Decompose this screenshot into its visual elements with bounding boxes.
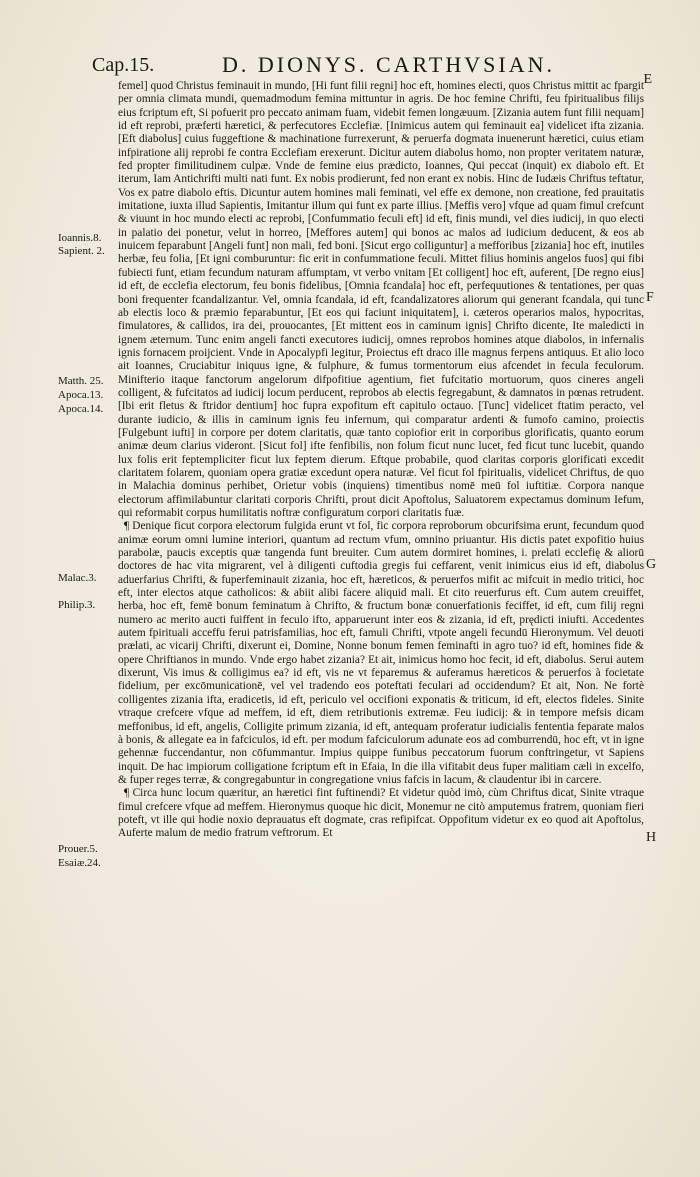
margin-note-sapient: Sapient. 2. [58,245,105,257]
commentary-text [118,80,644,841]
section-letter-g: G [646,557,657,572]
margin-note-apoca-14: Apoca.14. [58,403,104,415]
margin-note-philip: Philip.3. [58,599,96,611]
chapter-label: Cap.15. [92,54,155,76]
paragraph-3: ¶ Circa hunc locum quæritur, an hæretici fint fuftinendi? Et videtur quòd imò, cùm Chriftus dicat, Sinite vtraque fimul crefcere vfque ad meffem. Hieronymus quoque hic dicit, Monemur ne citò amputemus fratrem, quoniam fieri poteft, vt ille qui hodie noxio deprauatus eft dogmate, cras refipifcat. Oppofitum videtur ex eo quod ait Apoftolus, Auferte malum de medio fratrum veftrorum. Et [118,787,644,840]
page-title: D. DIONYS. CARTHVSIAN. [222,52,555,77]
margin-note-apoca-13: Apoca.13. [58,389,104,401]
section-letter-f: F [646,290,654,305]
section-letter-h: H [646,830,657,845]
margin-note-matth: Matth. 25. [58,375,104,387]
paragraph-2: ¶ Denique ficut corpora electorum fulgida erunt vt fol, fic corpora reproborum obcurifsima erunt, fecundum quod animæ eorum omni lumine interiori, quantum ad rectum vfum, omnino priuantur. His dictis patet expofitio huius parabolæ, paucis exceptis quæ tangenda funt breuiter. Cum autem dormiret homines, i. prelati ecclefię & aliorū doctores de hac vita migrarent, vel à diligenti cuftodia gregis fui ceffarent, venit inimicus eius id eft, diabolus aduerfarius Chrifti, & fuperfeminauit zizania, hoc eft, hæreticos, & peruerfos mifit ac mifcuit in medio tritici, hoc eft, inter electos atque catholicos: & abiit alibi facere aliquid mali. Et cito reuerfurus eft. Cum autem creuiffet, herba, hoc eft, femē bonum feminatum à Chrifto, & fructum bonæ conuerfationis feciffet, id eft, cum filij regni numero ac merito aucti fuiffent in feculo ifto, apparuerunt inter eos & zizania, id eft, prędicti iniufti. Accedentes autem fpirituali acceffu ferui patrisfamilias, hoc eft, famuli Chrifti, vtpote angeli fecundū Hieronymum. Vel deuoti prælati, ac vicarij Chrifti, dixerunt ei, Domine, Nonne bonum femen feminafti in agro tuo? id eft, homines fide & opere Chriftianos in mundo. Vnde ergo habet zizania? Et ait, inimicus homo hoc fecit, id eft, diabolus. Serui autem dixerunt, Vis imus & colligimus ea? id eft, vis ne vt feparemus & auferamus hæreticos & peruerfos à focietate fidelium, per excōmunicationē, vel vel tradendo eos poteftati feculari ad occidendum? Et ait, Non. Ne fortè colligentes zizania ifta, eradicetis, id eft, periculo vel occifioni exponatis & triticum, id eft, electos fideles. Sinite vtraque crefcere vfque ad meffem, id eft, diem retributionis extremæ. Feu iudicij: & in tempore mefsis dicam meffonibus, id eft, angelis, Colligite primum zizania, id eft, antequam proferatur iudicialis fententia feparate malos à bonis, & allegate ea in fafciculos, id eft. per modum fafciculorum adunate eos ad comburrendū, hoc eft, vt in igne gehennæ fuccendantur, non cōfummantur. Impius quippe funibus peccatorum fuorum conftringetur, vt Sapiens inquit. De hac impiorum colligatione fcriptum eft in Efaia, In die illa vifitabit deus fuper malitiam cæli in excelfo, & fuper reges terræ, & congregabuntur in congregatione vnius fafcis in lacum, & claudentur ibi in carcere. [118,520,644,786]
margin-note-malac: Malac.3. [58,572,97,584]
section-letter-e: E [643,72,652,87]
paragraph-1: femel] quod Christus feminauit in mundo, [Hi funt filii regni] hoc eft, homines electi, quos Christus mittit ac fpargit per omnia climata mundi, quemadmodum femina mittuntur in agris. De hoc femine Chrifti, feu fpiritualibus filijs eius fcriptum eft, Si pofuerit pro peccato animam fuam, videbit femen longæuum. [Zizania autem funt filii nequam] id eft reprobi, præferti hæretici, & perfecutores Ecclefiæ. [Inimicus autem qui feminauit ea] videlicet ifta zizania. [Eft diabolus] cuius fuggeftione & machinatione furrexerunt, & peruerfa dogmata inuenerunt hæretici, cuius etiam infpiratione alij reprobi fe contra Ecclefiam erexerunt. Dicitur autem diabolus homo, non propter veritatem naturæ, fed propter fimilitudinem culpæ. Vnde de femine eius prædicto, Ioannes, Qui peccat (inquit) ex diabolo eft. Et iterum, Iam Antichrifti multi nati funt. Ex nobis prodierunt, fed non erant ex nobis. Hinc de Iudæis Chriftus teftatur, Vos ex patre diabolo eftis. Dicuntur autem homines mali feminati, vel effe ex demone, non creatione, fed prauitatis imitatione, iuxta illud Sapientis, Imitantur illum qui funt ex parte illius. [Meffis vero] vfque ad quam fimul crefcunt & viuunt in hoc mundo electi ac reprobi, [Confummatio feculi eft] id eft, finis mundi, vel dies iudicij, in quo electi in palatio dei ponetur, velut in horreo, [Meffores autem] qui bonos ac malos ad iudicium deducent, & eos ab inuicem feparabunt [Angeli funt] non mali, fed boni. [Sicut ergo colliguntur] a mefforibus [zizania] hoc eft, inutiles herbæ, feu folia, [Et igni comburuntur: fic erit in confummatione feculi. Mittet filius hominis angelos fuos] qui fibi fubiecti funt, etiam fecundum naturam affumptam, vt verbo vnitam [Et colligent] hoc eft, auferent, [De regno eius] id eft, de ecclefia electorum, feu bonis fidelibus, [Omnia fcandala] hoc eft, perfequutiones & tentationes, per quas boni frequenter fcandalizantur. Vel, omnia fcandala, id eft, fcandalizatores aliorum qui generant fcandala, qui tunc ab electis loco & præmio feparabuntur, [Et eos qui faciunt iniquitatem], i. cæteros operarios malos, hypocritas, fimulatores, & callidos, ira dei, prouocantes, [Et mittent eos in caminum ignis] Chrifto dicente, Ite maledicti in ignem æternum. Tunc enim angeli fancti executores iudicij, omnes reprobos homines atque diabolos, in infernalis ignis fornacem proijcient. Vnde in Apocalypfi legitur, Proiectus eft draco ille magnus ferpens antiquus. Et alio loco ait Ioannes, Cruciabitur iniquus igne, & fulphure, & fumus tormentorum eius afcendet in fecula feculorum. Minifterio itaque fanctorum angelorum difpofitiue agentium, fiet fufcitatio mortuorum, quos cineres angeli colligent, & fufcitatos ad iudicij locum perducent, reprobos ab electis fegregabunt, & damnatos in pœnas retrudent. [Ibi erit fletus & ftridor dentium] hoc fupra expofitum eft capitulo octauo. [Tunc] videlicet ftatim peracto, vel durante iudicio, & illis in caminum ignis feu infernum, qui comparatur ardenti & fumofo camino, proiectis [Fulgebunt iufti] in corpore per dotem claritatis, quæ tanto copiofior erit in corporibus glorificatis, quanto eorum animæ deum clarius videront. [Sicut fol] ifte fenfibilis, non folum ficut nunc lucet, fed ficut tunc lucebit, quando lux folis erit feptempliciter ficut lux feptem dierum. Eftque probabile, quod claritas corporis glorificati excedit claritatem folarem, quoniam opera gratiæ excedunt opera naturæ. Vel ficut fol fpiritualis, videlicet Chriftus, de quo in Malachia dominus perhibet, Orietur vobis (inquiens) timentibus nomē meū fol iuftitiæ. Corpora nanque electorum affimilabuntur claritati corporis Chrifti, prout dicit Apoftolus, Saluatorem expectamus dominum Iefum, qui reformabit corpus humilitatis noftræ configuratum corpori claritatis fuæ. [118,80,644,519]
margin-note-esaiae: Esaiæ.24. [58,857,101,869]
running-header [92,52,652,87]
margin-note-prouer: Prouer.5. [58,843,98,855]
margin-note-ioannis: Ioannis.8. [58,232,102,244]
